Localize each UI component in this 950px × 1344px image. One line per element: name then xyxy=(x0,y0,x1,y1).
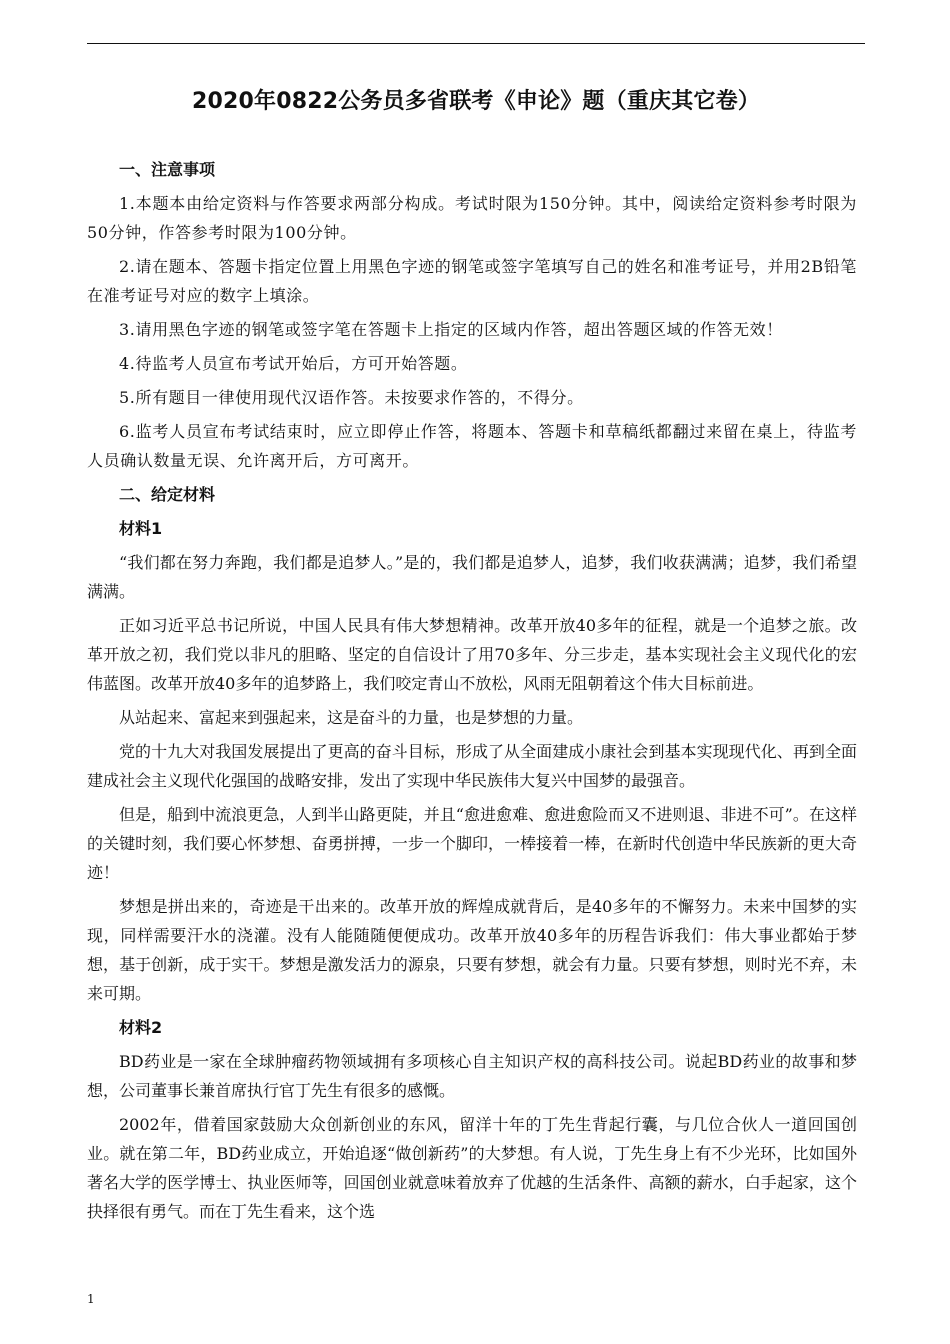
material-paragraph: 党的十九大对我国发展提出了更高的奋斗目标，形成了从全面建成小康社会到基本实现现代化、再到全面建成社会主义现代化强国的战略安排，发出了实现中华民族伟大复兴中国梦的最强音。 xyxy=(87,742,857,790)
section-heading-notes: 一、注意事项 xyxy=(119,160,216,179)
notes-paragraph: 2.请在题本、答题卡指定位置上用黑色字迹的钢笔或签字笔填写自己的姓名和准考证号，并用2B铅笔在准考证号对应的数字上填涂。 xyxy=(87,257,857,305)
notes-paragraph: 5.所有题目一律使用现代汉语作答。未按要求作答的，不得分。 xyxy=(119,388,584,407)
material-paragraph: “我们都在努力奔跑，我们都是追梦人。”是的，我们都是追梦人，追梦，我们收获满满；追梦，我们希望满满。 xyxy=(87,553,857,601)
material-paragraph: 正如习近平总书记所说，中国人民具有伟大梦想精神。改革开放40多年的征程，就是一个追梦之旅。改革开放之初，我们党以非凡的胆略、坚定的自信设计了用70多年、分三步走，基本实现社会主义现代化的宏伟蓝图。改革开放40多年的追梦路上，我们咬定青山不放松，风雨无阻朝着这个伟大目标前进。 xyxy=(87,616,857,693)
section-heading-materials: 二、给定材料 xyxy=(119,485,216,504)
material-paragraph: BD药业是一家在全球肿瘤药物领域拥有多项核心自主知识产权的高科技公司。说起BD药业的故事和梦想，公司董事长兼首席执行官丁先生有很多的感慨。 xyxy=(87,1052,857,1100)
notes-paragraph: 4.待监考人员宣布考试开始后，方可开始答题。 xyxy=(119,354,468,373)
notes-paragraph: 6.监考人员宣布考试结束时，应立即停止作答，将题本、答题卡和草稿纸都翻过来留在桌上，待监考人员确认数量无误、允许离开后，方可离开。 xyxy=(87,422,857,470)
material-heading-2: 材料2 xyxy=(119,1018,163,1037)
material-heading-1: 材料1 xyxy=(119,519,163,538)
material-paragraph: 但是，船到中流浪更急，人到半山路更陡，并且“愈进愈难、愈进愈险而又不进则退、非进不可”。在这样的关键时刻，我们要心怀梦想、奋勇拼搏，一步一个脚印，一棒接着一棒，在新时代创造中华民族新的更大奇迹！ xyxy=(87,805,857,882)
material-paragraph: 梦想是拼出来的，奇迹是干出来的。改革开放的辉煌成就背后，是40多年的不懈努力。未来中国梦的实现，同样需要汗水的浇灌。没有人能随随便便成功。改革开放40多年的历程告诉我们：伟大事业都始于梦想，基于创新，成于实干。梦想是激发活力的源泉，只要有梦想，就会有力量。只要有梦想，则时光不弃，未来可期。 xyxy=(87,897,857,1003)
page-title: 2020年0822公务员多省联考《申论》题（重庆其它卷） xyxy=(191,89,761,114)
document-body xyxy=(87,155,857,1231)
material-paragraph: 从站起来、富起来到强起来，这是奋斗的力量，也是梦想的力量。 xyxy=(119,708,584,727)
page-number: 1 xyxy=(87,1292,95,1306)
material-paragraph: 2002年，借着国家鼓励大众创新创业的东风，留洋十年的丁先生背起行囊，与几位合伙人一道回国创业。就在第二年，BD药业成立，开始追逐“做创新药”的大梦想。有人说，丁先生身上有不少光环，比如国外著名大学的医学博士、执业医师等，回国创业就意味着放弃了优越的生活条件、高额的薪水，白手起家，这个抉择很有勇气。而在丁先生看来，这个选 xyxy=(87,1115,857,1221)
notes-paragraph: 3.请用黑色字迹的钢笔或签字笔在答题卡上指定的区域内作答，超出答题区域的作答无效！ xyxy=(119,320,783,339)
notes-paragraph: 1.本题本由给定资料与作答要求两部分构成。考试时限为150分钟。其中，阅读给定资料参考时限为50分钟，作答参考时限为100分钟。 xyxy=(87,194,857,242)
header-rule xyxy=(87,43,865,44)
